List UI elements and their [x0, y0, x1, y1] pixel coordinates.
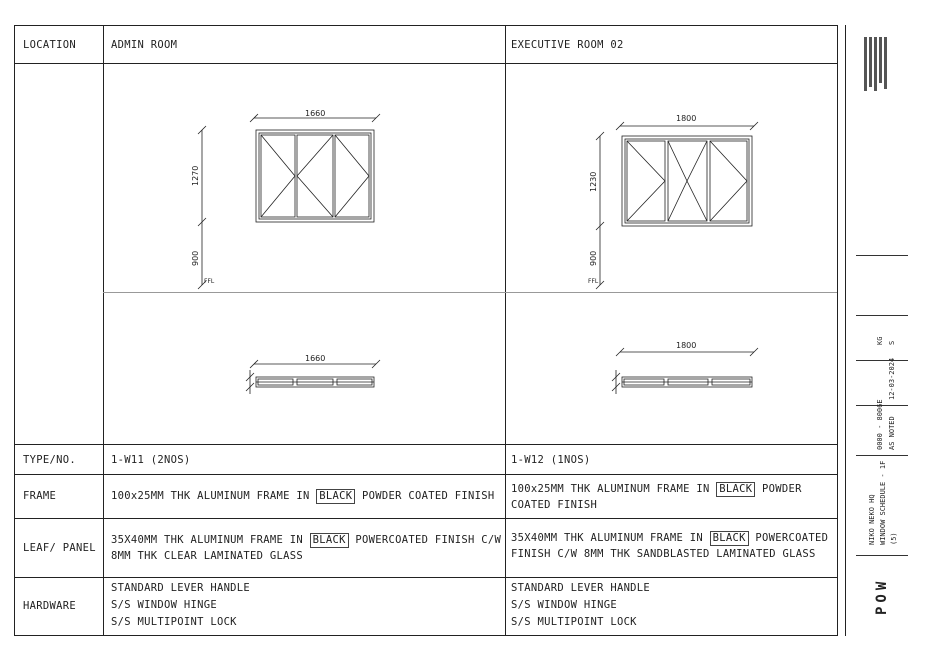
leaf-exec-line2: FINISH C/W 8MM THK SANDBLASTED LAMINATED GLASS: [511, 548, 816, 560]
tb-divider-remarks: [856, 255, 908, 256]
w12-plan-dim: 1800: [676, 341, 697, 350]
leaf-executive: [511, 530, 828, 562]
tb-drawing-number: 0000 - 8006E: [876, 399, 884, 450]
type-executive: 1-W12 (1NOS): [511, 454, 591, 466]
frame-label: FRAME: [23, 490, 57, 502]
frame-admin-post: POWDER COATED FINISH: [362, 490, 495, 502]
col-divider-2: [505, 26, 506, 635]
w11-drawing: [180, 100, 420, 410]
frame-admin-color-box: BLACK: [316, 489, 355, 504]
w12-ffl-label: FFL: [588, 278, 599, 285]
hardware-executive: [511, 580, 650, 631]
type-admin: 1-W11 (2NOS): [111, 454, 191, 466]
tb-date: 12-03-2024: [888, 357, 896, 400]
frame-exec-line2: COATED FINISH: [511, 499, 598, 511]
w11-width-dim: 1660: [305, 109, 326, 118]
w12-sill-dim: 900: [589, 250, 598, 266]
company-logo: POW: [874, 577, 890, 615]
leaf-admin-line2: 8MM THK CLEAR LAMINATED GLASS: [111, 550, 304, 562]
leaf-exec-color-box: BLACK: [710, 531, 749, 546]
row-divider-hardware: [15, 577, 837, 578]
frame-exec-pre: 100x25MM THK ALUMINUM FRAME IN: [511, 483, 710, 495]
type-label: TYPE/NO.: [23, 454, 76, 466]
w11-sill-dim: 900: [191, 250, 200, 266]
leaf-admin: [111, 532, 501, 564]
leaf-admin-pre: 35X40MM THK ALUMINUM FRAME IN: [111, 534, 304, 546]
tb-sheet-suffix: (5): [890, 532, 898, 545]
hardware-admin-item: S/S MULTIPOINT LOCK: [111, 616, 237, 628]
w11-ffl-label: FFL: [204, 278, 215, 285]
w11-height-dim: 1270: [191, 165, 200, 186]
hardware-exec-item: S/S MULTIPOINT LOCK: [511, 616, 637, 628]
row-divider-frame: [15, 474, 837, 475]
frame-exec-color-box: BLACK: [716, 482, 755, 497]
frame-exec-post: POWDER: [762, 483, 802, 495]
leaf-exec-post: POWERCOATED: [755, 532, 829, 544]
hardware-admin: [111, 580, 250, 631]
tb-divider-logo: [856, 555, 908, 556]
title-notes-block: [862, 35, 892, 93]
hardware-admin-item: S/S WINDOW HINGE: [111, 599, 217, 611]
tb-drawn-by: KG: [876, 336, 884, 345]
admin-room-header: ADMIN ROOM: [111, 39, 178, 51]
leaf-label: LEAF/ PANEL: [23, 542, 96, 554]
location-header: LOCATION: [23, 39, 76, 51]
hardware-exec-item: STANDARD LEVER HANDLE: [511, 582, 651, 594]
tb-scale: AS NOTED: [888, 416, 896, 450]
frame-admin: [111, 488, 494, 504]
w12-width-dim: 1800: [676, 114, 697, 123]
tb-checked: S: [888, 340, 896, 345]
tb-divider-title: [856, 455, 908, 456]
w11-plan-dim: 1660: [305, 354, 326, 363]
tb-drawing-title: WINDOW SCHEDULE - 1F: [879, 460, 887, 545]
row-divider-type: [15, 444, 837, 445]
hardware-label: HARDWARE: [23, 600, 76, 612]
frame-executive: [511, 481, 802, 513]
hardware-exec-item: S/S WINDOW HINGE: [511, 599, 617, 611]
w12-height-dim: 1230: [589, 171, 598, 192]
tb-project: NIKO NEKO HQ: [868, 494, 876, 545]
tb-divider-revision: [856, 360, 908, 361]
leaf-admin-post: POWERCOATED FINISH C/W: [355, 534, 502, 546]
hardware-admin-item: STANDARD LEVER HANDLE: [111, 582, 251, 594]
w12-drawing: [580, 100, 820, 410]
row-divider-header: [15, 63, 837, 64]
leaf-admin-color-box: BLACK: [310, 533, 349, 548]
col-divider-1: [103, 26, 104, 635]
row-divider-leaf: [15, 518, 837, 519]
executive-room-header: EXECUTIVE ROOM 02: [511, 39, 624, 51]
title-block: [845, 25, 908, 636]
frame-admin-pre: 100x25MM THK ALUMINUM FRAME IN: [111, 490, 310, 502]
leaf-exec-pre: 35X40MM THK ALUMINUM FRAME IN: [511, 532, 704, 544]
tb-divider-drawn: [856, 315, 908, 316]
